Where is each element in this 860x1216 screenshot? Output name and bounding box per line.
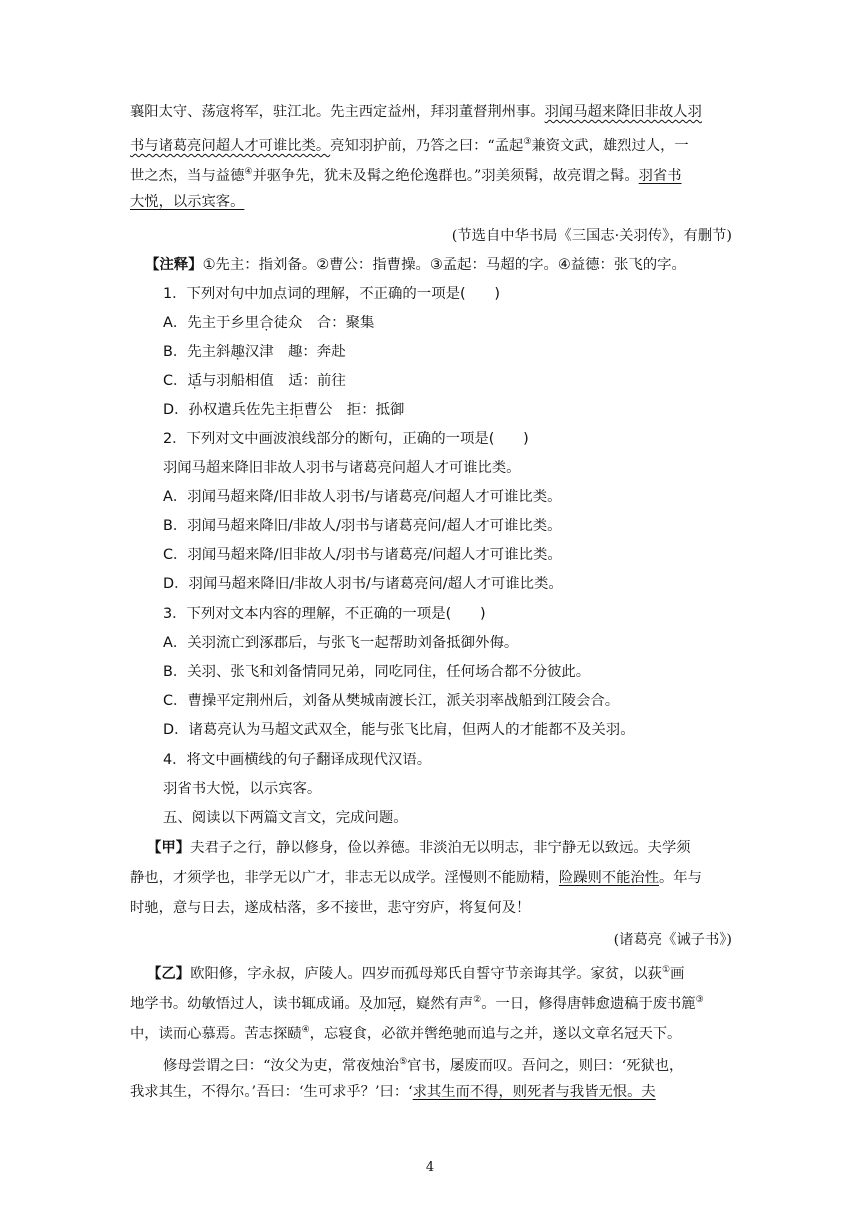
question-2-option-d: D．羽闻马超来降旧/非故人羽书/与诸葛亮问/超人才可谁比类。 — [163, 576, 563, 592]
question-3-option-d: D．诸葛亮认为马超文武双全，能与张飞比肩，但两人的才能都不及关羽。 — [163, 722, 635, 738]
text-jia-source: (诸葛亮《诫子书》) — [613, 932, 732, 948]
notes: 【注释】①先主：指刘备。②曹公：指曹操。③孟起：马超的字。④益德：张飞的字。 — [145, 257, 686, 273]
question-2-stem: 2．下列对文中画波浪线部分的断句，正确的一项是( ) — [163, 431, 529, 447]
question-1-option-b: B．先主斜趣汉津 趣：奔赴 — [163, 344, 346, 360]
page-number: 4 — [425, 1160, 435, 1175]
question-1-option-d: D．孙权遣兵佐先主拒曹公 拒：抵御 — [163, 402, 405, 418]
question-2-option-a: A．羽闻马超来降/旧非故人羽书/与诸葛亮/问超人才可谁比类。 — [163, 489, 562, 505]
question-2-sentence: 羽闻马超来降旧非故人羽书与诸葛亮问超人才可谁比类。 — [163, 460, 521, 476]
text-yi-line-4: 修母尝谓之曰：“汝父为吏，常夜烛治⑤官书，屡废而叹。吾问之，则曰：‘死狱也， — [163, 1057, 684, 1074]
question-1-option-a: A．先主于乡里合徒众 合：聚集 — [163, 315, 375, 331]
text-yi-line-5: 我求其生，不得尔。’吾曰：‘生可求乎？’曰：‘求其生而不得，则死者与我皆无恨。夫 — [130, 1084, 656, 1100]
text-yi-line-1: 【乙】欧阳修，字永叔，庐陵人。四岁而孤母郑氏自誓守节亲诲其学。家贫，以荻①画 — [147, 965, 685, 982]
passage-line-2: 书与诸葛亮问超人才可谁比类。亮知羽护前，乃答之曰：“孟起③兼资文武，雄烈过人，一 — [130, 137, 689, 154]
question-2-option-c: C．羽闻马超来降/旧非故人/羽书与诸葛亮/问超人才可谁比类。 — [163, 547, 562, 563]
question-1-stem: 1．下列对句中加点词的理解，不正确的一项是( ) — [163, 286, 500, 302]
section-5-heading: 五、阅读以下两篇文言文，完成问题。 — [163, 810, 408, 826]
question-2-option-b: B．羽闻马超来降旧/非故人/羽书与诸葛亮问/超人才可谁比类。 — [163, 518, 562, 534]
question-3-option-a: A．关羽流亡到涿郡后，与张飞一起帮助刘备抵御外侮。 — [163, 635, 519, 651]
question-3-stem: 3．下列对文本内容的理解，不正确的一项是( ) — [163, 606, 486, 622]
passage-line-1: 襄阳太守、荡寇将军，驻江北。先主西定益州，拜羽董督荆州事。羽闻马超来降旧非故人羽 — [130, 104, 702, 120]
text-yi-line-3: 中，读而心慕焉。苦志探赜④，忘寝食，必欲并辔绝驰而追与之并，遂以文章名冠天下。 — [130, 1025, 682, 1042]
question-1-option-c: C．适与羽船相值 适：前往 — [163, 373, 346, 389]
text-jia-line-3: 时驰，意与日去，遂成枯落，多不接世，悲守穷庐，将复何及！ — [130, 900, 531, 916]
question-3-option-c: C．曹操平定荆州后，刘备从樊城南渡长江，派关羽率战船到江陵会合。 — [163, 693, 620, 709]
question-4-stem: 4．将文中画横线的句子翻译成现代汉语。 — [163, 752, 432, 768]
question-4-sentence: 羽省书大悦，以示宾客。 — [163, 781, 322, 797]
question-3-option-b: B．关羽、张飞和刘备情同兄弟，同吃同住，任何场合都不分彼此。 — [163, 664, 591, 680]
text-jia-line-2: 静也，才须学也，非学无以广才，非志无以成学。淫慢则不能励精，险躁则不能治性。年与 — [130, 870, 702, 886]
text-jia-line-1: 【甲】夫君子之行，静以修身，俭以养德。非淡泊无以明志，非宁静无以致远。夫学须 — [147, 840, 691, 856]
text-yi-line-2: 地学书。幼敏悟过人，读书辄成诵。及加冠，嶷然有声②。一日，修得唐韩愈遗稿于废书簏③ — [130, 995, 704, 1012]
passage-source: (节选自中华书局《三国志·关羽传》，有删节) — [451, 228, 732, 244]
passage-line-4: 大悦，以示宾客。 — [130, 194, 245, 210]
passage-line-3: 世之杰，当与益德④并驱争先，犹未及髯之绝伦逸群也。”羽美须髯，故亮谓之髯。羽省书 — [130, 167, 682, 184]
